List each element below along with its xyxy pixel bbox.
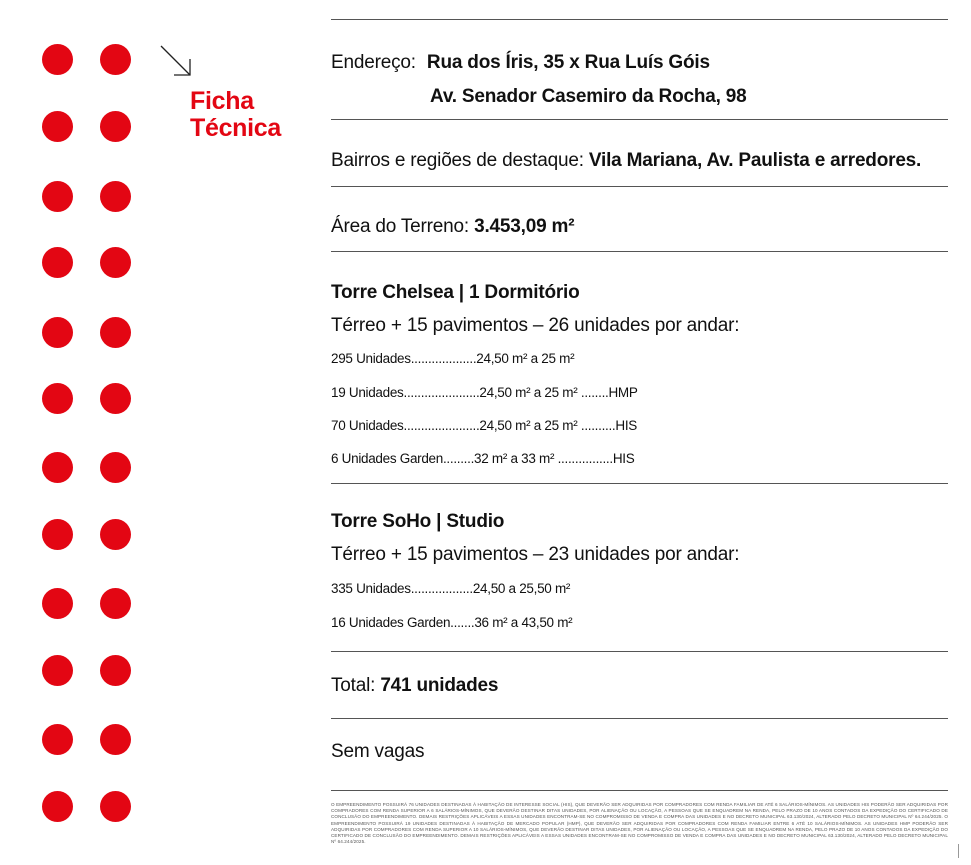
land-area-row	[331, 216, 574, 238]
divider	[331, 19, 948, 20]
decorative-dot	[42, 181, 73, 212]
tower-soho-title-text: Torre SoHo | Studio	[331, 511, 505, 532]
arrow-down-right-icon	[160, 45, 192, 77]
decorative-dot	[42, 247, 73, 278]
edge-mark	[958, 844, 959, 858]
decorative-dot	[100, 655, 131, 686]
decorative-dot	[42, 655, 73, 686]
decorative-dot	[100, 519, 131, 550]
tower-chelsea-subtitle: Térreo + 15 pavimentos – 26 unidades por andar:	[331, 315, 740, 336]
decorative-dot	[42, 791, 73, 822]
neighborhoods-value: Vila Mariana, Av. Paulista e arredores.	[588, 150, 922, 171]
land-area-value: 3.453,09 m²	[474, 216, 575, 237]
title-line-1: Ficha	[190, 87, 254, 115]
decorative-dot	[100, 247, 131, 278]
title-line-2: Técnica	[190, 114, 282, 142]
unit-row: 335 Unidades..................24,50 a 25,50 m²	[331, 581, 571, 596]
page-title	[190, 88, 281, 142]
decorative-dot	[100, 791, 131, 822]
decorative-dot	[100, 181, 131, 212]
neighborhoods-label: Bairros e regiões de destaque:	[331, 150, 584, 171]
decorative-dot	[100, 588, 131, 619]
tower-chelsea-title-text: Torre Chelsea | 1 Dormitório	[331, 282, 580, 303]
decorative-dot	[42, 44, 73, 75]
unit-row: 19 Unidades......................24,50 m² a 25 m² ........HMP	[331, 385, 638, 400]
unit-row: 70 Unidades......................24,50 m² a 25 m² ..........HIS	[331, 418, 637, 433]
land-area-label: Área do Terreno:	[331, 216, 469, 237]
decorative-dot	[100, 44, 131, 75]
decorative-dot	[42, 519, 73, 550]
tower-chelsea-title	[331, 282, 580, 304]
divider	[331, 651, 948, 652]
divider	[331, 186, 948, 187]
decorative-dot	[42, 724, 73, 755]
decorative-dot	[42, 452, 73, 483]
decorative-dot	[100, 383, 131, 414]
decorative-dot	[100, 724, 131, 755]
total-label: Total:	[331, 675, 376, 696]
unit-row: 295 Unidades...................24,50 m² a 25 m²	[331, 351, 575, 366]
tower-soho-subtitle: Térreo + 15 pavimentos – 23 unidades por andar:	[331, 544, 740, 565]
decorative-dot	[42, 588, 73, 619]
divider	[331, 483, 948, 484]
total-row	[331, 675, 498, 697]
decorative-dot	[100, 317, 131, 348]
decorative-dot	[42, 111, 73, 142]
address-row	[331, 52, 710, 74]
decorative-dot	[100, 452, 131, 483]
tower-soho-title	[331, 511, 504, 533]
total-value: 741 unidades	[380, 675, 499, 696]
divider	[331, 119, 948, 120]
unit-row: 16 Unidades Garden.......36 m² a 43,50 m²	[331, 615, 573, 630]
decorative-dot	[42, 317, 73, 348]
decorative-dot	[42, 383, 73, 414]
address-line-1: Rua dos Íris, 35 x Rua Luís Góis	[426, 52, 710, 73]
divider	[331, 790, 948, 791]
legal-fine-print: O EMPREENDIMENTO POSSUIRÁ 76 UNIDADES DESTINADAS À HABITAÇÃO DE INTERESSE SOCIAL (HIS), QUE DEVERÃO SER ADQUIRIDAS POR COMPRADORES COM RENDA FAMILIAR DE ATÉ 6 SALÁRIOS-MÍNIMOS. AS UNIDADES HIS PODERÃO SER ADQUIRIDAS POR COMPRADORES COM RENDA SUPERIOR A 6 SALÁRIOS-MÍNIMOS, QUE DEVERÃO DESTINAR DITAS UNIDADES, POR ALIENAÇÃO OU LOCAÇÃO, A PESSOAS QUE SE ENQUADREM NA RENDA, PELO PRAZO DE 10 ANOS CONTADOS DA EXPEDIÇÃO DO CERTIFICADO DE CONCLUSÃO DO EMPREENDIMENTO. DEMAIS RESTRIÇÕES APLICÁVEIS A ESSAS UNIDADES ENCONTRAM-SE NO COMPROMISSO DE VENDA E COMPRA DAS UNIDADES E NO DECRETO MUNICIPAL 63.130/2024, ALTERADO PELO DECRETO MUNICIPAL Nº 64.244/2025. O EMPREENDIMENTO POSSUIRÁ 19 UNIDADES DESTINADAS À HABITAÇÃO DE MERCADO POPULAR (HMP), QUE DEVERÃO SER ADQUIRIDAS POR COMPRADORES COM RENDA FAMILIAR ENTRE 6 ATÉ 10 SALÁRIOS-MÍNIMOS. AS UNIDADES HMP PODERÃO SER ADQUIRIDAS POR COMPRADORES COM RENDA SUPERIOR A 10 SALÁRIOS-MÍNIMOS, QUE DEVERÃO DESTINAR DITAS UNIDADES, POR ALIENAÇÃO OU LOCAÇÃO, A PESSOAS QUE SE ENQUADREM NA RENDA, PELO PRAZO DE 10 ANOS CONTADOS DA EXPEDIÇÃO DO CERTIFICADO DE CONCLUSÃO DO EMPREENDIMENTO. DEMAIS RESTRIÇÕES APLICÁVEIS A ESSAS UNIDADES ENCONTRAM-SE NO COMPROMISSO DE VENDA E COMPRA DAS UNIDADES E NO DECRETO MUNICIPAL 63.130/2024, ALTERADO PELO DECRETO MUNICIPAL Nº 64.244/2025.	[331, 802, 948, 845]
divider	[331, 251, 948, 252]
unit-row: 6 Unidades Garden.........32 m² a 33 m² ................HIS	[331, 451, 635, 466]
address-line-2: Av. Senador Casemiro da Rocha, 98	[430, 86, 747, 107]
address-label: Endereço:	[331, 52, 416, 73]
parking-text: Sem vagas	[331, 741, 425, 762]
neighborhoods-row	[331, 150, 921, 172]
decorative-dot	[100, 111, 131, 142]
divider	[331, 718, 948, 719]
